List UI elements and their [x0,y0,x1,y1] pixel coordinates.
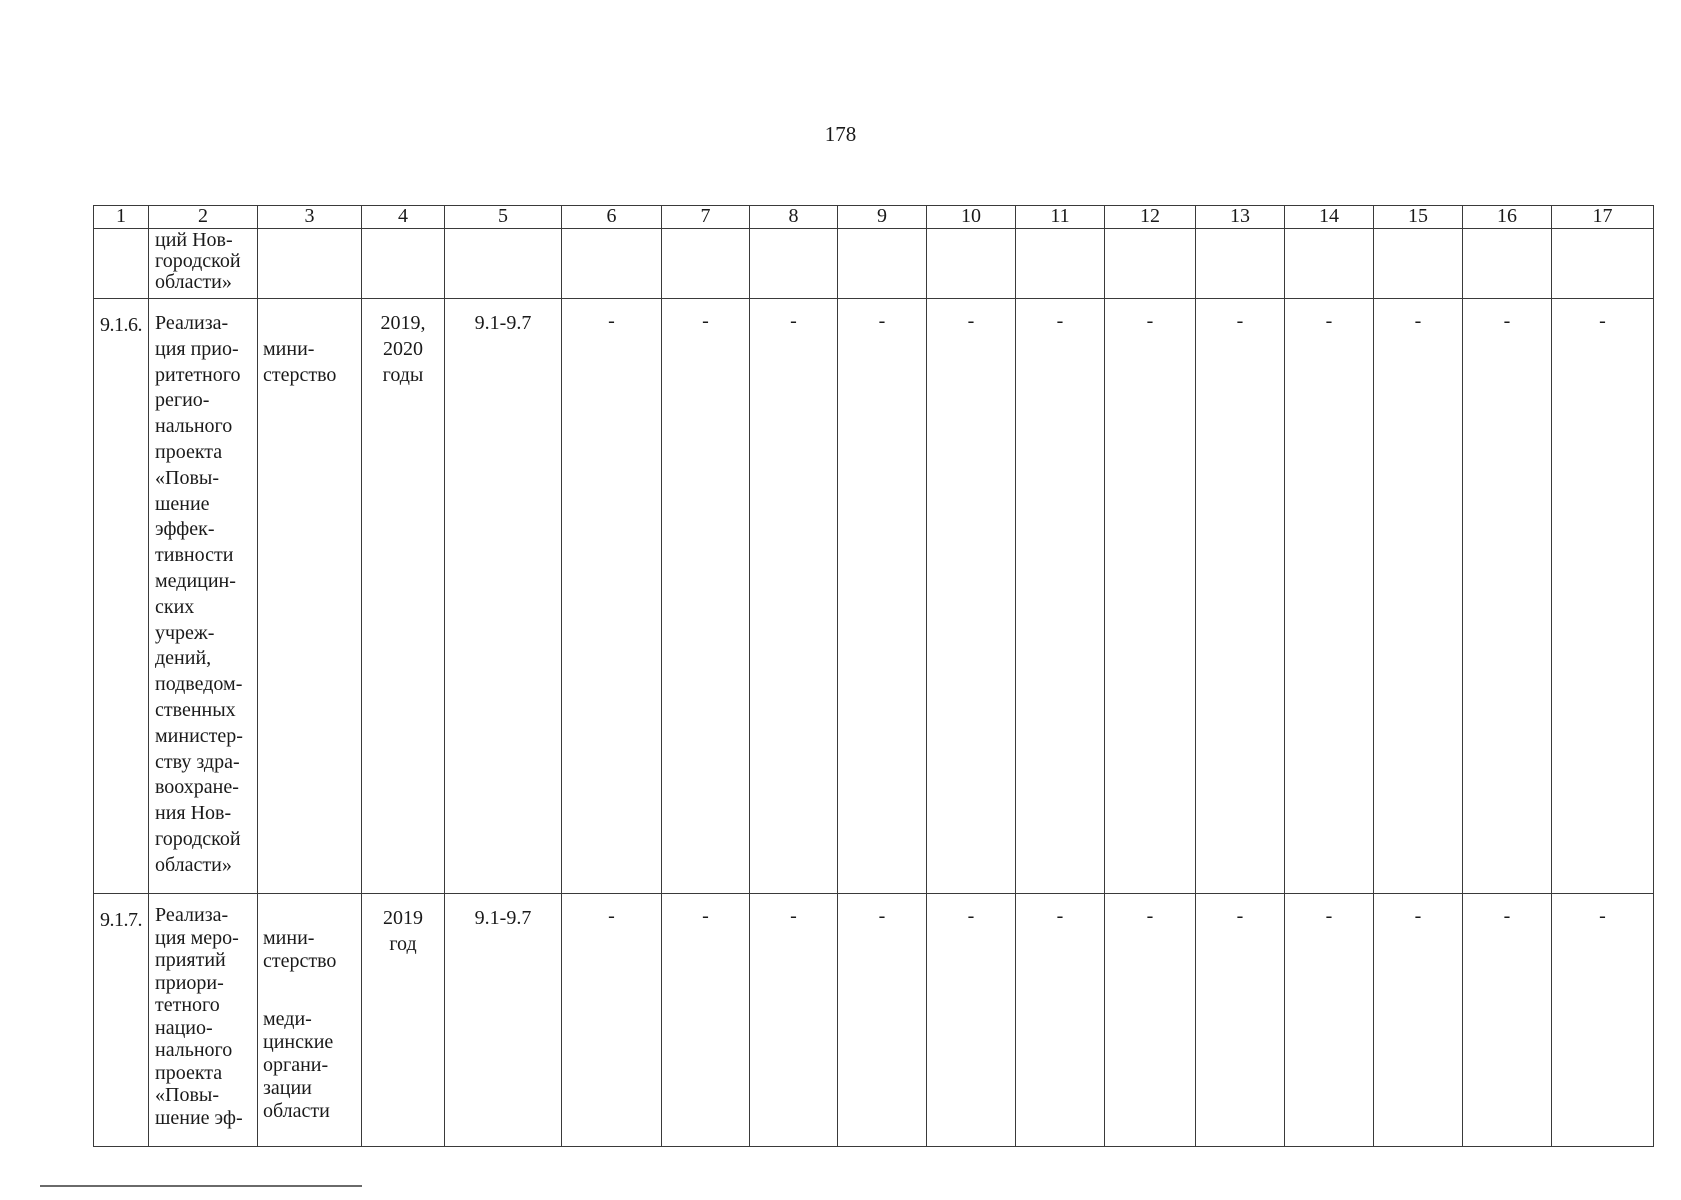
value-cell: - [1552,894,1654,1147]
column-header-row [94,206,1654,229]
term-cell: 2019, 2020 годы [362,299,445,894]
row-name-cell: Реализа- ция прио- ритетного регио- нального проекта «Повы- шение эффек- тивности медицин- ских учреж- дений, подведом- ственных министер- ству здра- воохране- ния Нов- городской области» [149,299,258,894]
column-header: 10 [927,206,1016,229]
value-cell [1016,229,1105,299]
row-number-cell: 9.1.6. [94,299,149,894]
executor-cell [258,299,362,894]
value-cell: - [1016,299,1105,894]
value-cell: - [927,299,1016,894]
column-header: 11 [1016,206,1105,229]
value-cell [838,229,927,299]
value-cell [927,229,1016,299]
value-cell: - [1374,894,1463,1147]
value-cell: - [927,894,1016,1147]
column-header: 16 [1463,206,1552,229]
column-header: 1 [94,206,149,229]
column-header: 7 [662,206,750,229]
row-name-cell: ций Нов- городской области» [149,229,258,299]
data-table [93,205,1654,1147]
value-cell [1552,229,1654,299]
value-cell: - [662,299,750,894]
column-header: 15 [1374,206,1463,229]
value-cell: - [1463,894,1552,1147]
value-cell: - [1374,299,1463,894]
executor-name: мини- стерство [263,337,337,386]
column-header: 14 [1285,206,1374,229]
column-header: 3 [258,206,362,229]
target-cell: 9.1-9.7 [445,894,562,1147]
column-header: 5 [445,206,562,229]
value-cell: - [1463,299,1552,894]
footnote-divider [40,1185,362,1187]
column-header: 13 [1196,206,1285,229]
page-number: 178 [824,122,857,146]
term-cell [362,229,445,299]
value-cell: - [1285,299,1374,894]
executor-name: меди- цинские органи- зации области [263,1008,334,1122]
executor-name: мини- стерство [263,927,337,972]
value-cell: - [838,299,927,894]
value-cell: - [662,894,750,1147]
value-cell: - [750,299,838,894]
value-cell: - [562,299,662,894]
target-cell [445,229,562,299]
value-cell: - [1196,299,1285,894]
value-cell [1105,229,1196,299]
term-cell: 2019 год [362,894,445,1147]
column-header: 9 [838,206,927,229]
value-cell: - [1196,894,1285,1147]
value-cell [1463,229,1552,299]
row-name-cell: Реализа- ция меро- приятий приори- тетного нацио- нального проекта «Повы- шение эф- [149,894,258,1147]
column-header: 17 [1552,206,1654,229]
column-header: 4 [362,206,445,229]
executor-cell [258,894,362,1147]
row-number-cell [94,229,149,299]
value-cell [562,229,662,299]
value-cell [1374,229,1463,299]
column-header: 2 [149,206,258,229]
value-cell [662,229,750,299]
value-cell: - [838,894,927,1147]
value-cell: - [1105,894,1196,1147]
value-cell [1196,229,1285,299]
value-cell [1285,229,1374,299]
row-number-cell: 9.1.7. [94,894,149,1147]
value-cell: - [1105,299,1196,894]
column-header: 12 [1105,206,1196,229]
value-cell: - [562,894,662,1147]
value-cell: - [1552,299,1654,894]
table-row [94,894,1654,1147]
table-row [94,299,1654,894]
table-row-continuation [94,229,1654,299]
value-cell: - [1285,894,1374,1147]
value-cell [750,229,838,299]
value-cell: - [1016,894,1105,1147]
column-header: 8 [750,206,838,229]
value-cell: - [750,894,838,1147]
executor-cell [258,229,362,299]
target-cell: 9.1-9.7 [445,299,562,894]
column-header: 6 [562,206,662,229]
